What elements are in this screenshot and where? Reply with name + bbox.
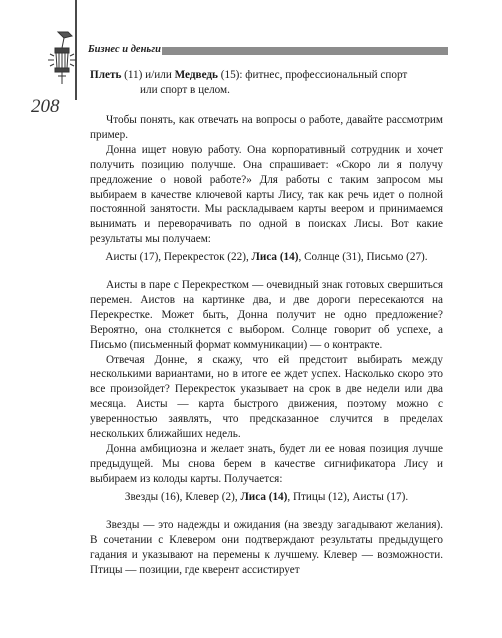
intro-paragraph	[90, 68, 443, 98]
paragraph-stars-meaning: Звезды — это надежды и ожидания (на звезду загадывают желания). В сочетании с Клевером они подтверждают результаты предыдущего гадания и указывают на перемены к лучшему. Клевер — возможности. Птицы — позиции, где кверент ассистирует	[90, 519, 443, 576]
hanged-lantern-emblem-icon	[28, 28, 78, 88]
card-name-medved: Медведь	[174, 69, 218, 81]
spread2-after: , Птицы (12), Аисты (17).	[287, 491, 409, 503]
intro-text-2: (15): фитнес, профессиональный спорт	[217, 69, 408, 81]
paragraph-storks-crossroads: Аисты в паре с Перекрестком — очевидный знак готовых свершиться перемен. Аистов на картинке два, и две дороги пересекаются на Перекрестке. Может быть, Донна получит не одно предложение? Вероятно, она столкнется с выбором. Солнце говорит об успехе, а Письмо (письменный формат коммуникации) — о контракте.	[90, 279, 443, 351]
page-number: 208	[31, 96, 60, 117]
card-name-plet: Плеть	[90, 69, 122, 81]
paragraph-ambition: Донна амбициозна и желает знать, будет ли ее новая позиция лучше предыдущей. Мы снова берем в качестве сигнификатора Лису и выбираем из колоды карты. Получается:	[90, 442, 443, 485]
running-header-title: Бизнес и деньги	[88, 44, 161, 55]
paragraph-example-intro: Чтобы понять, как отвечать на вопросы о работе, давайте рассмотрим пример.	[90, 114, 443, 141]
spread2-signifier: Лиса (14)	[240, 491, 288, 503]
spread1-signifier: Лиса (14)	[251, 251, 299, 263]
intro-hanging-line: или спорт в целом.	[140, 83, 230, 96]
running-header-bar	[162, 47, 448, 55]
paragraph-answer-donna: Отвечая Донне, я скажу, что ей предстоит выбирать между несколькими вариантами, но в итоге ее ждет успех. Насколько скоро это все произойдет? Перекресток указывает на срок в две недели или два месяца. Аисты — карта быстрого движения, поэтому можно с уверенностью заявлять, что предсказанное случится в пределах нескольких ближайших недель.	[90, 353, 443, 441]
intro-text-1: (11) и/или	[121, 69, 175, 81]
spread2-before: Звезды (16), Клевер (2),	[124, 491, 241, 503]
spread1-after: , Солнце (31), Письмо (27).	[298, 251, 428, 263]
paragraph-donna-question: Донна ищет новую работу. Она корпоративный сотрудник и хочет получить позицию получше. Она спрашивает: «Скоро ли я получу предложение о новой работе?» Для работы с таким запросом мы выбираем в качестве ключевой карты Лису, так как речь идет о полной постоянной занятости. Мы раскладываем карты веером и принимаемся вынимать и переворачивать по одной в поисках Лисы. Вот какие результаты мы получаем:	[90, 143, 443, 246]
spread1-before: Аисты (17), Перекресток (22),	[105, 251, 252, 263]
card-spread-2	[90, 490, 443, 505]
card-spread-1	[90, 250, 443, 265]
